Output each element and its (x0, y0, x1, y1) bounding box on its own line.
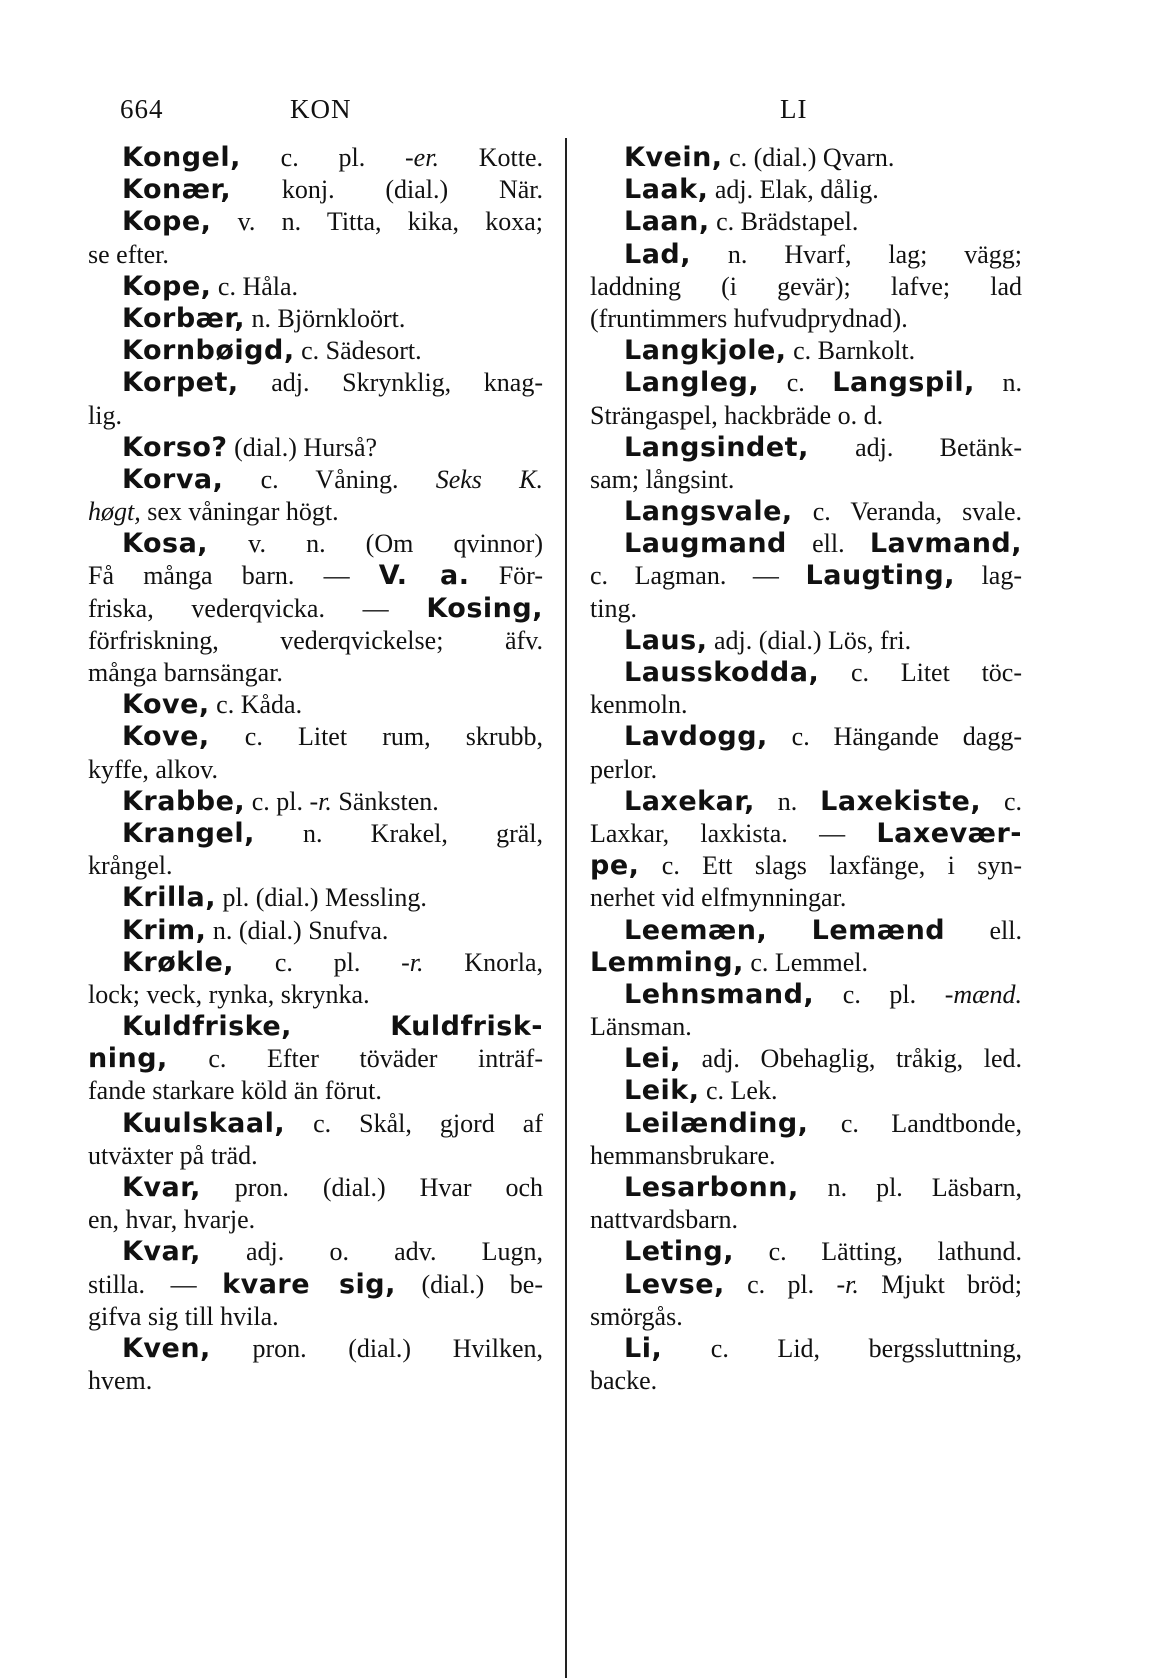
left-column-line (88, 593, 543, 625)
definition-text: c. Barnkolt. (786, 336, 916, 366)
right-column-line (590, 142, 1022, 174)
right-column-line (590, 1269, 1022, 1301)
definition-text: För- (469, 561, 543, 591)
definition-text: pron. (dial.) Hvar och (200, 1173, 543, 1202)
definition-text: nattvardsbarn. (590, 1205, 739, 1235)
definition-text: c. pl. (245, 786, 310, 816)
headword: Kosing, (426, 592, 543, 624)
right-column-line (590, 689, 1022, 721)
definition-text: c. (759, 368, 833, 398)
right-column-line (590, 303, 1022, 335)
headword: Kvein, (624, 142, 723, 173)
left-column-line (88, 1301, 543, 1333)
right-column-line (590, 400, 1022, 432)
right-column-line (590, 882, 1022, 914)
definition-text: stilla. — (88, 1269, 223, 1299)
definition-text: c. Lagman. — (590, 561, 806, 591)
right-column-line (590, 786, 1022, 818)
left-column-line (88, 979, 543, 1011)
headword: kvare sig, (222, 1268, 396, 1300)
definition-text: laddning (i gevär); lafve; lad (590, 271, 1022, 301)
left-column-line (88, 174, 543, 206)
headword: Kuulskaal, (122, 1107, 286, 1139)
headword: Kuldfriske, (122, 1011, 292, 1043)
right-column-line (590, 1140, 1022, 1172)
headword: Krøkle, (122, 946, 235, 978)
italic-text: høgt, (88, 497, 141, 527)
right-column-line (590, 1108, 1022, 1140)
definition-text: c. pl. (240, 143, 406, 172)
definition-text: adj. Obehaglig, tråkig, led. (681, 1044, 1022, 1074)
left-column-line (88, 1365, 543, 1397)
definition-text: adj. Betänk- (808, 432, 1022, 462)
definition-text: adj. Skrynklig, knag- (238, 368, 543, 398)
right-column-line (590, 625, 1022, 657)
definition-text: konj. (dial.) När. (231, 175, 543, 205)
headword: Leik, (624, 1075, 700, 1107)
headword: Li, (624, 1332, 663, 1364)
headword: Lavmand, (869, 528, 1022, 560)
left-column-line (88, 1043, 543, 1075)
left-column-line (88, 464, 543, 496)
headword: Lad, (624, 238, 692, 270)
definition-text: Få många barn. — (88, 561, 379, 591)
right-column-line (590, 1043, 1022, 1075)
definition-text: c. Sädesort. (294, 336, 422, 366)
headword: Lesarbonn, (624, 1172, 799, 1203)
definition-text: smörgås. (590, 1301, 683, 1331)
headword: Kuldfrisk- (390, 1011, 543, 1043)
headword: Laus, (624, 624, 708, 656)
definition-text: c. Håla. (211, 271, 299, 301)
left-column-line (88, 367, 543, 399)
definition-text: adj. Elak, dålig. (708, 175, 879, 205)
definition-text: Länsman. (590, 1012, 692, 1042)
column-divider (565, 138, 567, 1678)
headword: Krilla, (122, 882, 216, 914)
right-column-line (590, 1011, 1022, 1043)
definition-text (767, 916, 811, 945)
definition-text: n. (974, 368, 1022, 398)
definition-text: c. Lemmel. (743, 947, 869, 977)
definition-text: förfriskning, vederqvickelse; äfv. (88, 625, 543, 655)
headword: Lemænd (811, 914, 946, 946)
left-column-line (88, 239, 543, 271)
right-column-line (590, 1333, 1022, 1365)
headword: Kope, (122, 206, 212, 238)
definition-text: friska, vederqvicka. — (88, 593, 427, 623)
definition-text: ell. (786, 529, 870, 559)
headword: Laugmand (624, 528, 787, 560)
definition-text: ell. (945, 915, 1022, 945)
left-column-line (88, 206, 543, 238)
right-column (590, 142, 1022, 1397)
headword: Kvar, (122, 1172, 201, 1203)
right-column-line (590, 915, 1022, 947)
headword: Krabbe, (122, 785, 246, 817)
headword: Krim, (122, 914, 207, 946)
right-column-line (590, 271, 1022, 303)
headword: Langkjole, (624, 335, 787, 367)
definition-text: pron. (dial.) Hvilken, (210, 1333, 543, 1363)
headword: Kvar, (122, 1236, 201, 1268)
left-column-line (88, 657, 543, 689)
definition-text: c. Skål, gjord af (285, 1108, 543, 1138)
definition-text: Strängaspel, hackbräde o. d. (590, 400, 884, 430)
left-column-line (88, 1269, 543, 1301)
italic-text: -r. (309, 786, 332, 816)
right-column-line (590, 721, 1022, 753)
definition-text: c. pl. (814, 979, 945, 1009)
left-column-line (88, 882, 543, 914)
definition-text: c. Veranda, svale. (792, 497, 1022, 527)
definition-text: utväxter på träd. (88, 1140, 258, 1170)
definition-text: c. Efter töväder inträf- (167, 1044, 543, 1074)
headword: Lemming, (590, 946, 744, 978)
definition-text: c. Lätting, lathund. (733, 1237, 1022, 1267)
definition-text: c. Våning. (223, 464, 436, 494)
definition-text (292, 1012, 390, 1041)
left-column-line (88, 786, 543, 818)
definition-text: n. Hvarf, lag; vägg; (691, 239, 1022, 269)
headword: Leemæn, (624, 914, 768, 946)
headword: Laxekiste, (820, 785, 982, 817)
definition-text: v. n. (Om qvinnor) (208, 529, 543, 559)
definition-text: se efter. (88, 239, 169, 269)
right-column-line (590, 979, 1022, 1011)
headword: V. a. (378, 560, 470, 592)
definition-text: Mjukt bröd; (858, 1269, 1022, 1299)
definition-text: Sänksten. (331, 786, 439, 816)
left-column-line (88, 1204, 543, 1236)
headword: Leting, (624, 1236, 734, 1268)
left-column-line (88, 303, 543, 335)
right-column-line (590, 1172, 1022, 1204)
left-column-line (88, 432, 543, 464)
left-column-line (88, 1333, 543, 1365)
right-column-line (590, 947, 1022, 979)
right-column-line (590, 464, 1022, 496)
headword: Laugting, (805, 560, 955, 592)
definition-text: hvem. (88, 1366, 153, 1396)
definition-text: kyffe, alkov. (88, 754, 218, 784)
right-column-line (590, 1075, 1022, 1107)
headword: Langsindet, (624, 431, 809, 463)
headword: Laan, (624, 206, 710, 238)
left-column-line (88, 1236, 543, 1268)
definition-text: c. pl. (724, 1269, 837, 1299)
headword: ning, (88, 1043, 168, 1075)
right-column-line (590, 239, 1022, 271)
left-column-line (88, 689, 543, 721)
left-column-line (88, 496, 543, 528)
left-column-line (88, 400, 543, 432)
right-column-line (590, 528, 1022, 560)
left-column-line (88, 625, 543, 657)
left-column-line (88, 1140, 543, 1172)
right-column-line (590, 1236, 1022, 1268)
definition-text: n. (754, 786, 821, 816)
headword: Leilænding, (624, 1107, 809, 1139)
page-header (120, 94, 980, 134)
headword: Lei, (624, 1043, 682, 1075)
definition-text: adj. (dial.) Lös, fri. (707, 625, 912, 655)
left-column-line (88, 1172, 543, 1204)
definition-text: c. Kåda. (209, 690, 303, 720)
definition-text: c. Hängande dagg- (767, 722, 1022, 752)
headword: Kosa, (122, 528, 209, 560)
definition-text: lag- (954, 561, 1023, 591)
definition-text: c. Litet töc- (819, 658, 1022, 687)
headword: Lausskodda, (624, 657, 820, 688)
definition-text: c. Lek. (699, 1076, 778, 1106)
left-column-line (88, 947, 543, 979)
headword: Kove, (122, 689, 210, 721)
definition-text: krångel. (88, 851, 173, 881)
left-column-line (88, 915, 543, 947)
headword: Kornbøigd, (122, 335, 295, 367)
right-column-line (590, 1301, 1022, 1333)
left-column (88, 142, 543, 1397)
definition-text: n. Krakel, gräl, (254, 818, 543, 848)
right-column-line (590, 174, 1022, 206)
headword: Konær, (122, 174, 232, 206)
definition-text: v. n. Titta, kika, koxa; (211, 207, 543, 237)
definition-text: Kotte. (438, 143, 544, 172)
left-column-line (88, 721, 543, 753)
left-column-line (88, 528, 543, 560)
definition-text: (fruntimmers hufvudprydnad). (590, 303, 908, 333)
right-column-line (590, 657, 1022, 689)
left-guide-word: KON (290, 94, 352, 124)
headword: Levse, (624, 1268, 725, 1300)
headword: Langleg, (624, 367, 760, 399)
left-column-line (88, 818, 543, 850)
right-column-line (590, 367, 1022, 399)
definition-text: (dial.) Hurså? (227, 432, 378, 462)
left-column-line (88, 1011, 543, 1043)
definition-text: Laxkar, laxkista. — (590, 818, 877, 848)
definition-text: många barnsängar. (88, 658, 283, 687)
headword: Korso? (122, 431, 228, 463)
left-column-line (88, 560, 543, 592)
left-column-line (88, 1108, 543, 1140)
headword: Korva, (122, 463, 224, 495)
definition-text: backe. (590, 1366, 658, 1396)
headword: Kven, (122, 1332, 211, 1364)
italic-text: -er. (405, 143, 439, 172)
headword: pe, (590, 850, 640, 882)
definition-text: n. pl. Läsbarn, (798, 1173, 1022, 1202)
definition-text: sex våningar högt. (140, 497, 339, 527)
definition-text: c. Ett slags laxfänge, i syn- (639, 851, 1022, 881)
definition-text: n. Björnkloört. (245, 303, 406, 333)
headword: Kove, (122, 721, 210, 753)
headword: Kongel, (122, 142, 241, 173)
definition-text: sam; långsint. (590, 464, 735, 494)
right-column-line (590, 496, 1022, 528)
definition-text: perlor. (590, 754, 658, 784)
definition-text: fande starkare köld än förut. (88, 1076, 382, 1106)
definition-text: c. Landtbonde, (808, 1108, 1022, 1138)
headword: Laak, (624, 174, 709, 206)
headword: Kope, (122, 270, 212, 302)
headword: Krangel, (122, 817, 255, 849)
definition-text: gifva sig till hvila. (88, 1301, 279, 1331)
italic-text: -mænd. (944, 979, 1022, 1009)
headword: Laxevær- (876, 817, 1022, 849)
definition-text: hemmansbrukare. (590, 1140, 776, 1170)
definition-text: n. (dial.) Snufva. (206, 915, 389, 945)
left-column-line (88, 754, 543, 786)
headword: Lavdogg, (624, 721, 768, 753)
left-column-line (88, 271, 543, 303)
right-guide-word: LI (780, 94, 808, 124)
left-column-line (88, 142, 543, 174)
right-column-line (590, 560, 1022, 592)
definition-text: c. Litet rum, skrubb, (209, 722, 543, 752)
right-column-line (590, 754, 1022, 786)
definition-text: nerhet vid elfmynningar. (590, 883, 847, 913)
definition-text: Knorla, (423, 947, 544, 977)
definition-text: c. (dial.) Qvarn. (722, 143, 895, 172)
right-column-line (590, 818, 1022, 850)
definition-text: kenmoln. (590, 690, 688, 720)
headword: Laxekar, (624, 785, 755, 817)
definition-text: c. (981, 786, 1022, 816)
definition-text: lig. (88, 400, 122, 430)
right-column-line (590, 335, 1022, 367)
italic-text: -r. (836, 1269, 859, 1299)
left-column-line (88, 1075, 543, 1107)
left-column-line (88, 850, 543, 882)
right-column-line (590, 593, 1022, 625)
italic-text: Seks K. (435, 464, 543, 494)
right-column-line (590, 1365, 1022, 1397)
right-column-line (590, 1204, 1022, 1236)
definition-text: (dial.) be- (395, 1269, 543, 1299)
definition-text: pl. (dial.) Messling. (215, 883, 427, 913)
right-column-line (590, 850, 1022, 882)
headword: Langsvale, (624, 496, 793, 528)
definition-text: lock; veck, rynka, skrynka. (88, 979, 370, 1009)
definition-text: c. Lid, bergssluttning, (662, 1333, 1022, 1363)
headword: Korpet, (122, 367, 239, 399)
definition-text: c. pl. (234, 947, 402, 977)
definition-text: en, hvar, hvarje. (88, 1205, 256, 1235)
headword: Langspil, (832, 367, 975, 399)
page-number: 664 (120, 94, 164, 124)
right-column-line (590, 432, 1022, 464)
definition-text: c. Brädstapel. (709, 207, 859, 237)
italic-text: -r. (401, 947, 424, 977)
headword: Korbær, (122, 302, 246, 334)
left-column-line (88, 335, 543, 367)
definition-text: adj. o. adv. Lugn, (200, 1237, 543, 1267)
headword: Lehnsmand, (624, 978, 815, 1010)
definition-text: ting. (590, 593, 637, 623)
right-column-line (590, 206, 1022, 238)
